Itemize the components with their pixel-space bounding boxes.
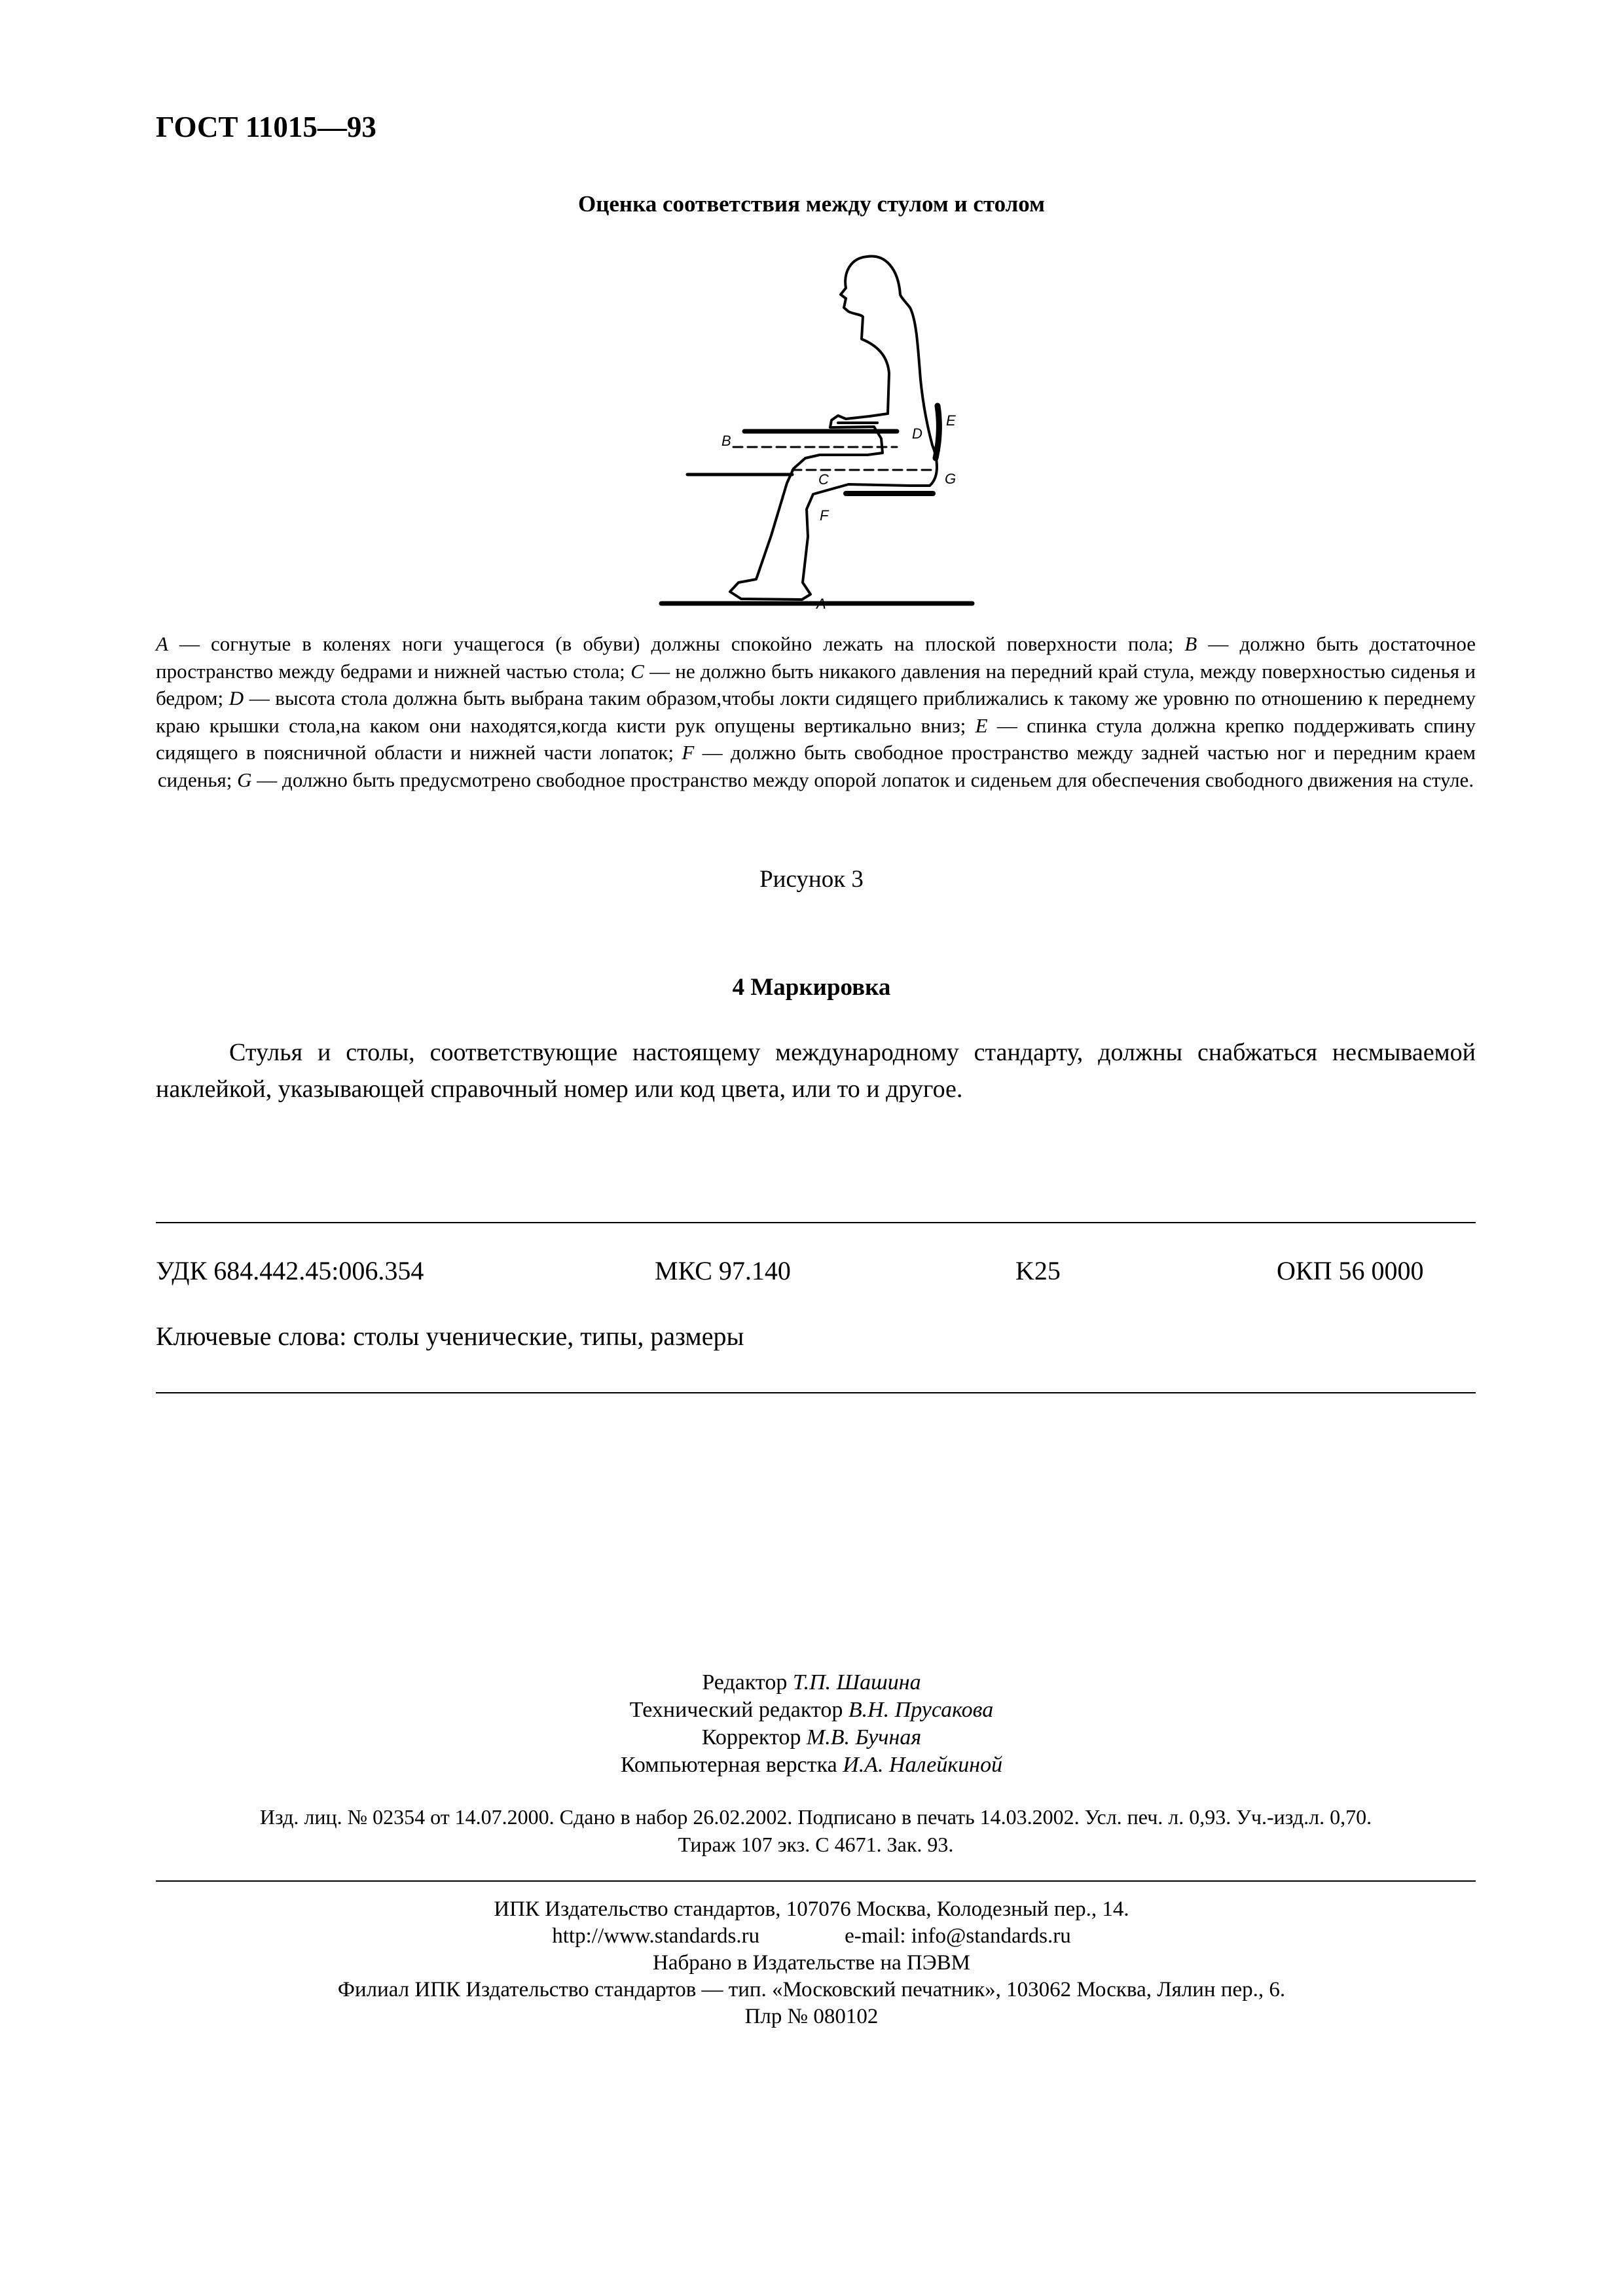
person-outline (730, 257, 937, 600)
caption-letter-d: D (228, 687, 244, 709)
mks-code: МКС 97.140 (655, 1256, 791, 1285)
section-paragraph: Стулья и столы, соответствующие настоящему международному стандарту, должны снабжаться несмываемой наклейкой, указывающей справочный номер или код цвета, или то и другое. (156, 1039, 1476, 1103)
caption-letter-c: C (630, 659, 644, 683)
document-code: ГОСТ 11015—93 (156, 111, 376, 143)
caption-letter-b: B (1184, 632, 1197, 655)
udk-code: УДК 684.442.45:006.354 (156, 1256, 424, 1285)
label-f: F (820, 507, 829, 524)
caption-letter-a: A (156, 632, 168, 655)
caption-text-g: — должно быть предусмотрено свободное пространство между опорой лопаток и сиденьем для обеспечения свободного движения на стуле. (251, 768, 1474, 791)
credit-layout (0, 1751, 1623, 1779)
publisher-email: e-mail: info@standards.ru (845, 1924, 1071, 1948)
credit-tech-editor-name: В.Н. Прусакова (848, 1698, 994, 1722)
credit-layout-role: Компьютерная верстка (620, 1753, 837, 1777)
section-title: 4 Маркировка (732, 974, 891, 1001)
credit-layout-name: И.А. Налейкиной (843, 1753, 1003, 1777)
caption-text-f: — должно быть свободное пространство между задней частью ног и передним краем сиденья; (157, 741, 1476, 791)
label-c: C (818, 471, 829, 488)
credits-block (0, 1669, 1623, 1779)
caption-text-c: — не должно быть никакого давления на передний край стула, между поверхностью сиденья и бедром; (156, 659, 1476, 709)
caption-letter-e: E (975, 713, 988, 737)
imprint-line-2: Тираж 107 экз. С 4671. Зак. 93. (678, 1833, 954, 1856)
k-code: K25 (1015, 1256, 1061, 1285)
imprint-block (156, 1803, 1476, 1858)
credit-editor-name: Т.П. Шашина (792, 1670, 921, 1695)
label-g: G (945, 471, 957, 487)
credit-tech-editor (0, 1696, 1623, 1724)
divider-bottom (156, 1880, 1476, 1882)
divider-middle (156, 1392, 1476, 1393)
figure-title: Оценка соответствия между стулом и столом (578, 191, 1045, 217)
publisher-line-4: Филиал ИПК Издательство стандартов — тип. «Московский печатник», 103062 Москва, Лялин пер., 6. (337, 1978, 1286, 2001)
okp-code: ОКП 56 0000 (1277, 1256, 1424, 1285)
credit-editor-role: Редактор (702, 1670, 788, 1695)
caption-text-e: — спинка стула должна крепко поддерживать спину сидящего в поясничной области и нижней части лопаток; (156, 713, 1476, 764)
label-d: D (912, 425, 922, 442)
publisher-block (0, 1896, 1623, 2030)
publisher-line-3: Набрано в Издательстве на ПЭВМ (653, 1951, 970, 1975)
chair-backrest (936, 406, 939, 458)
publisher-contacts (0, 1923, 1623, 1950)
publisher-url: http://www.standards.ru (552, 1924, 760, 1948)
figure-label: Рисунок 3 (759, 866, 864, 893)
caption-text-b: — должно быть достаточное пространство между бедрами и нижней частью стола; (156, 632, 1476, 683)
caption-text-a: — согнутые в коленях ноги учащегося (в обуви) должны спокойно лежать на плоской поверхности пола; (168, 632, 1185, 655)
credit-proofreader-role: Корректор (701, 1725, 801, 1749)
label-a: A (816, 596, 826, 612)
imprint-line-1: Изд. лиц. № 02354 от 14.07.2000. Сдано в набор 26.02.2002. Подписано в печать 14.03.2002. Усл. печ. л. 0,93. Уч.-изд.л. 0,70. (259, 1805, 1372, 1829)
divider-top (156, 1222, 1476, 1223)
caption-letter-g: G (237, 768, 252, 791)
publisher-line-1: ИПК Издательство стандартов, 107076 Москва, Колодезный пер., 14. (494, 1897, 1129, 1921)
publisher-line-5: Плр № 080102 (744, 2005, 879, 2028)
credit-tech-editor-role: Технический редактор (629, 1698, 843, 1722)
caption-text-d: — высота стола должна быть выбрана таким образом,чтобы локти сидящего приближались к такому же уровню по отношению к переднему краю крышки стола,на каком они находятся,когда кисти рук опущены вертикально вниз; (156, 687, 1476, 737)
keywords: Ключевые слова: столы ученические, типы, размеры (156, 1321, 744, 1351)
credit-proofreader-name: М.В. Бучная (806, 1725, 922, 1749)
label-e: E (946, 412, 956, 429)
figure-caption (156, 630, 1476, 793)
label-b: B (721, 433, 731, 449)
caption-letter-f: F (682, 741, 695, 764)
credit-proofreader (0, 1724, 1623, 1751)
figure-seated-student-diagram (642, 242, 982, 619)
credit-editor (0, 1669, 1623, 1696)
